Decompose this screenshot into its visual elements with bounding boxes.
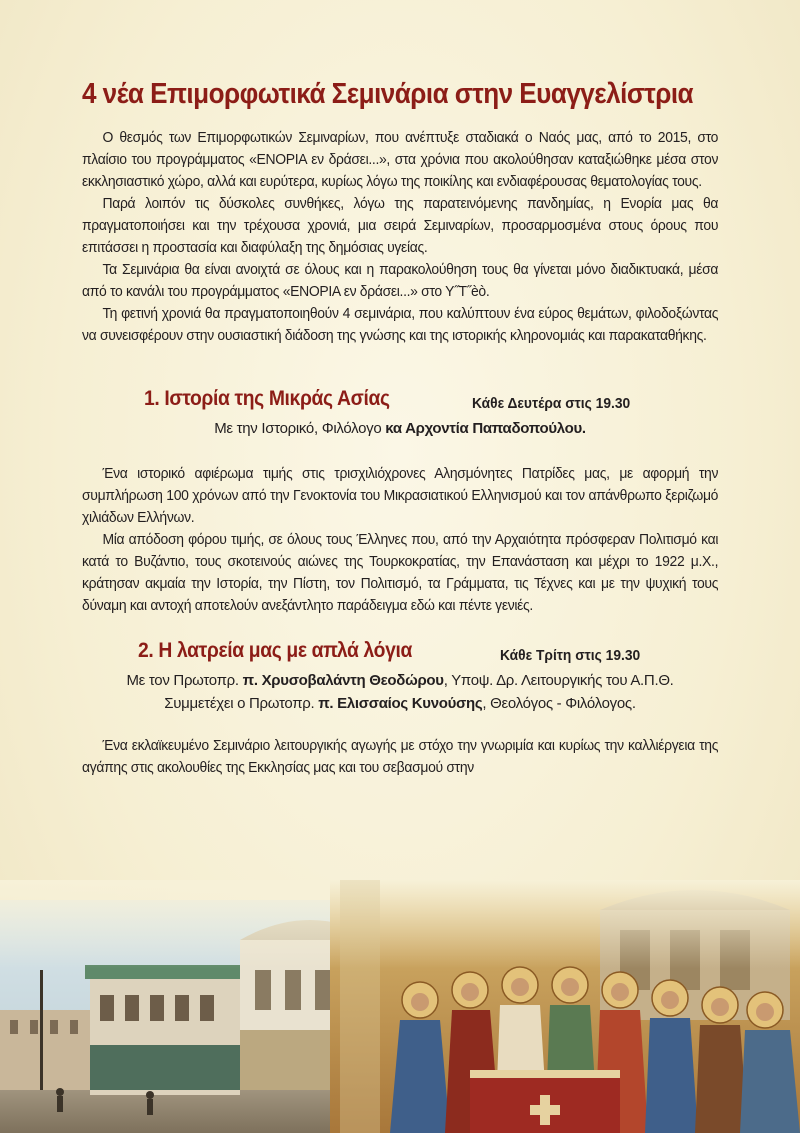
intro-paragraph-4: Τη φετινή χρονιά θα πραγματοποιηθούν 4 σεμινάρια, που καλύπτουν ένα εύρος θεμάτων, φιλοδοξώντας να συνεισφέρουν στην ουσιαστική διάδοση της γνώσης και της ιστορικής κληρονομιάς και παρακαταθήκης.: [82, 305, 719, 344]
seminar-1-paragraph-1: Ένα ιστορικό αφιέρωμα τιμής στις τρισχιλιόχρονες Αλησμόνητες Πατρίδες μας, με αφορμή την συμπλήρωση 100 χρόνων από την Γενοκτονία του Μικρασιατικού Ελληνισμού και τον απάνθρωπο ξεριζωμό χιλιάδων Ελλήνων.: [82, 465, 719, 526]
seminar-1-speaker: [82, 417, 718, 440]
intro-paragraph-2: Παρά λοιπόν τις δύσκολες συνθήκες, λόγω της παρατεινόμενης πανδημίας, η Ενορία μας θα πραγματοποιήσει και την τρέχουσα χρονιά, μια σειρά Σεμιναρίων, προσαρμοσμένα στους όρους που επιτάσσει η προστασία και διαφύλαξη της δημόσιας υγείας.: [82, 195, 719, 256]
page-title: 4 νέα Επιμορφωτικά Σεμινάρια στην Ευαγγελίστρια: [82, 78, 694, 110]
seminar-2-speaker-2-suffix: , Θεολόγος - Φιλόλογος.: [482, 695, 636, 712]
bottom-collage-illustration: [0, 880, 800, 1133]
seminar-2-speaker-2-name: π. Ελισσαίος Κυνούσης: [318, 695, 483, 712]
seminar-2-time: Κάθε Τρίτη στις 19.30: [500, 647, 641, 664]
intro-paragraph-1: Ο θεσμός των Επιμορφωτικών Σεμιναρίων, που ανέπτυξε σταδιακά ο Ναός μας, από το 2015, στο πλαίσιο του προγράμματος «ΕΝΟΡΙΑ εν δράσει...», στα χρόνια που ακολούθησαν καταξιώθηκε μέσα στον εκκλησιαστικό χώρο, αλλά και ευρύτερα, κυρίως λόγω της ποικίλης και ενδιαφέρουσας θεματολογίας τους.: [82, 129, 719, 190]
article: [82, 78, 718, 779]
intro-paragraph-3: Τα Σεμινάρια θα είναι ανοιχτά σε όλους και η παρακολούθηση τους θα γίνεται μόνο διαδικτυακά, μέσα από το κανάλι του προγράμματος «ΕΝΟΡΙΑ εν δράσει...» στο Υ˝Τ˝èò.: [82, 261, 719, 300]
seminar-1-title: 1. Ιστορία της Μικράς Ασίας: [144, 387, 390, 410]
seminar-1-paragraph-2: Μία απόδοση φόρου τιμής, σε όλους τους Έλληνες που, από την Αρχαιότητα πρόσφεραν Πολιτισμό και κατά το Βυζάντιο, τους σκοτεινούς αιώνες της Τουρκοκρατίας, την Επανάσταση και μέχρι το 1922 μ.Χ., κράτησαν ακμαία την Ιστορία, την Πίστη, τον Πολιτισμό, τα Γράμματα, τις Τέχνες και με την ψυχική τους δύναμη και αντοχή αποτελούν ανεξάντλητο παράδειγμα εδώ και πέντε γενιές.: [82, 531, 719, 614]
seminar-1-speaker-name: κα Αρχοντία Παπαδοπούλου.: [385, 420, 586, 437]
seminar-2-speaker-2: [82, 692, 718, 715]
seminar-2-speaker-1: [82, 669, 718, 692]
seminar-2-speaker-2-prefix: Συμμετέχει ο Πρωτοπρ.: [164, 695, 315, 712]
seminar-2-speaker-1-prefix: Με τον Πρωτοπρ.: [126, 672, 239, 689]
seminar-1-header: [82, 385, 718, 417]
seminar-2-header: [82, 637, 718, 669]
seminar-2-title: 2. Η λατρεία μας με απλά λόγια: [138, 639, 412, 662]
seminar-1-time: Κάθε Δευτέρα στις 19.30: [472, 395, 631, 412]
seminar-2-speaker-1-suffix: , Υποψ. Δρ. Λειτουργικής του Α.Π.Θ.: [443, 672, 674, 689]
seminar-1-speaker-prefix: Με την Ιστορικό, Φιλόλογο: [214, 420, 382, 437]
seminar-2-speaker-1-name: π. Χρυσοβαλάντη Θεοδώρου: [242, 672, 444, 689]
seminar-2-paragraph-1: Ένα εκλαϊκευμένο Σεμινάριο λειτουργικής αγωγής με στόχο την γνωριμία και κυρίως την καλλιέργεια της αγάπης στις ακολουθίες της Εκκλησίας μας και του σεβασμού στην: [82, 737, 719, 776]
